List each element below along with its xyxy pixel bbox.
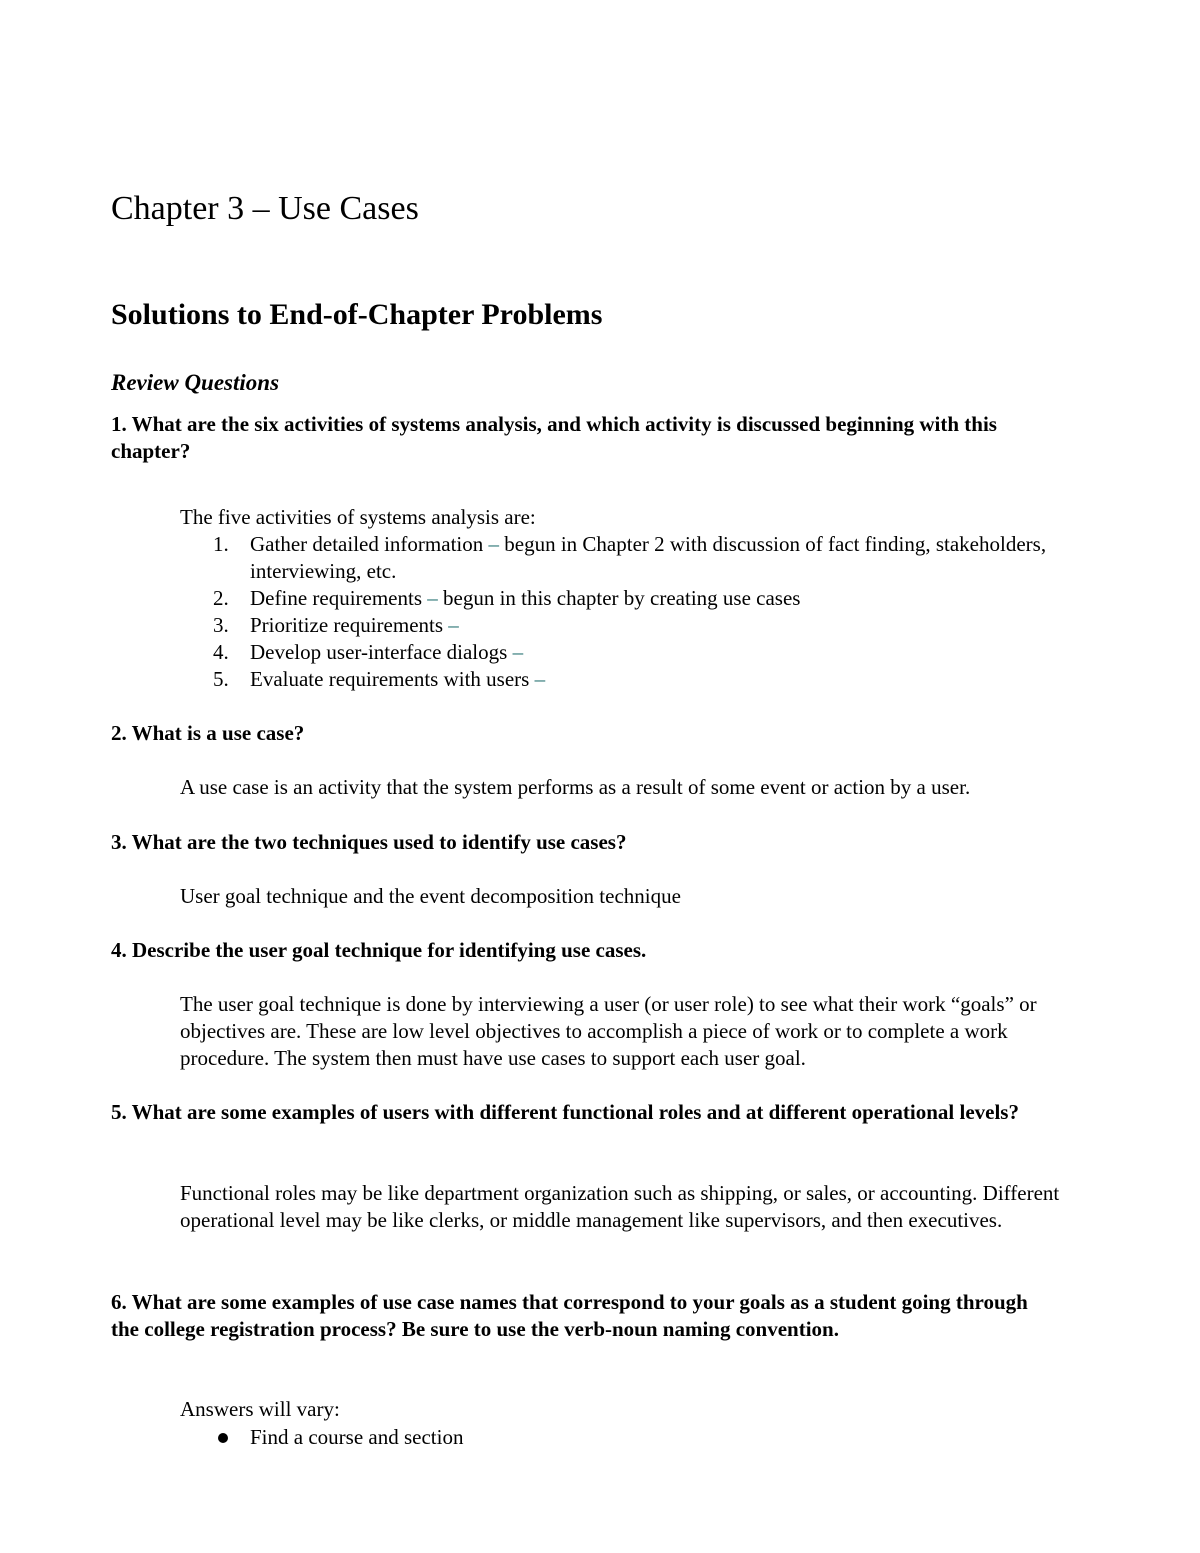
- list-item-rest: begun in this chapter by creating use cases: [437, 586, 801, 610]
- activities-list: [180, 531, 1090, 693]
- list-item-dash: –: [512, 640, 524, 664]
- list-item-number: 2.: [213, 586, 229, 610]
- list-item-text: Find a course and section: [250, 1425, 464, 1449]
- question-3: 3. What are the two techniques used to identify use cases?: [111, 830, 627, 854]
- list-item-text: Develop user-interface dialogs: [250, 640, 513, 664]
- list-item-dash: –: [534, 667, 546, 691]
- list-item-number: 4.: [213, 640, 229, 664]
- subsection-title: Review Questions: [111, 370, 280, 395]
- list-item-number: 5.: [213, 667, 229, 691]
- list-item: [180, 639, 1090, 666]
- list-item-number: 1.: [213, 532, 229, 556]
- question-6: 6. What are some examples of use case names that correspond to your goals as a student going through the college registration process? Be sure to use the verb-noun naming convention.: [111, 1290, 1028, 1341]
- question-4: 4. Describe the user goal technique for identifying use cases.: [111, 938, 647, 962]
- list-item: [180, 666, 1090, 693]
- answer-2: A use case is an activity that the system performs as a result of some event or action by a user.: [180, 775, 971, 799]
- list-item: [180, 531, 1090, 585]
- list-item: [180, 585, 1090, 612]
- list-item-dash: –: [488, 532, 499, 556]
- list-item-rest: begun in Chapter 2 with discussion of fact finding, stakeholders, interviewing, etc.: [250, 532, 1047, 583]
- list-item: [180, 612, 1090, 639]
- answer-1-intro: The five activities of systems analysis are:: [180, 505, 536, 529]
- bullet-icon: [218, 1433, 228, 1443]
- list-item-text: Evaluate requirements with users: [250, 667, 535, 691]
- answer-6-intro: Answers will vary:: [180, 1397, 340, 1421]
- list-item-dash: –: [427, 586, 438, 610]
- list-item-text: Gather detailed information: [250, 532, 489, 556]
- section-title: Solutions to End-of-Chapter Problems: [111, 298, 603, 331]
- answer-4: The user goal technique is done by interviewing a user (or user role) to see what their work “goals” or objectives are. These are low level objectives to accomplish a piece of work or to complete a work procedure. The system then must have use cases to support each user goal.: [180, 992, 1037, 1070]
- question-5: 5. What are some examples of users with different functional roles and at different operational levels?: [111, 1100, 1019, 1124]
- list-item-text: Define requirements: [250, 586, 428, 610]
- list-item-number: 3.: [213, 613, 229, 637]
- list-item: [180, 1424, 1090, 1451]
- use-case-names-list: [180, 1424, 1090, 1451]
- chapter-title: Chapter 3 – Use Cases: [111, 190, 419, 227]
- question-2: 2. What is a use case?: [111, 721, 305, 745]
- list-item-text: Prioritize requirements: [250, 613, 449, 637]
- answer-3: User goal technique and the event decomposition technique: [180, 884, 681, 908]
- list-item-dash: –: [448, 613, 459, 637]
- question-1: 1. What are the six activities of systems analysis, and which activity is discussed beginning with this chapter?: [111, 412, 997, 463]
- answer-5: Functional roles may be like department organization such as shipping, or sales, or accounting. Different operational level may be like clerks, or middle management like supervisors, and then executives.: [180, 1181, 1060, 1232]
